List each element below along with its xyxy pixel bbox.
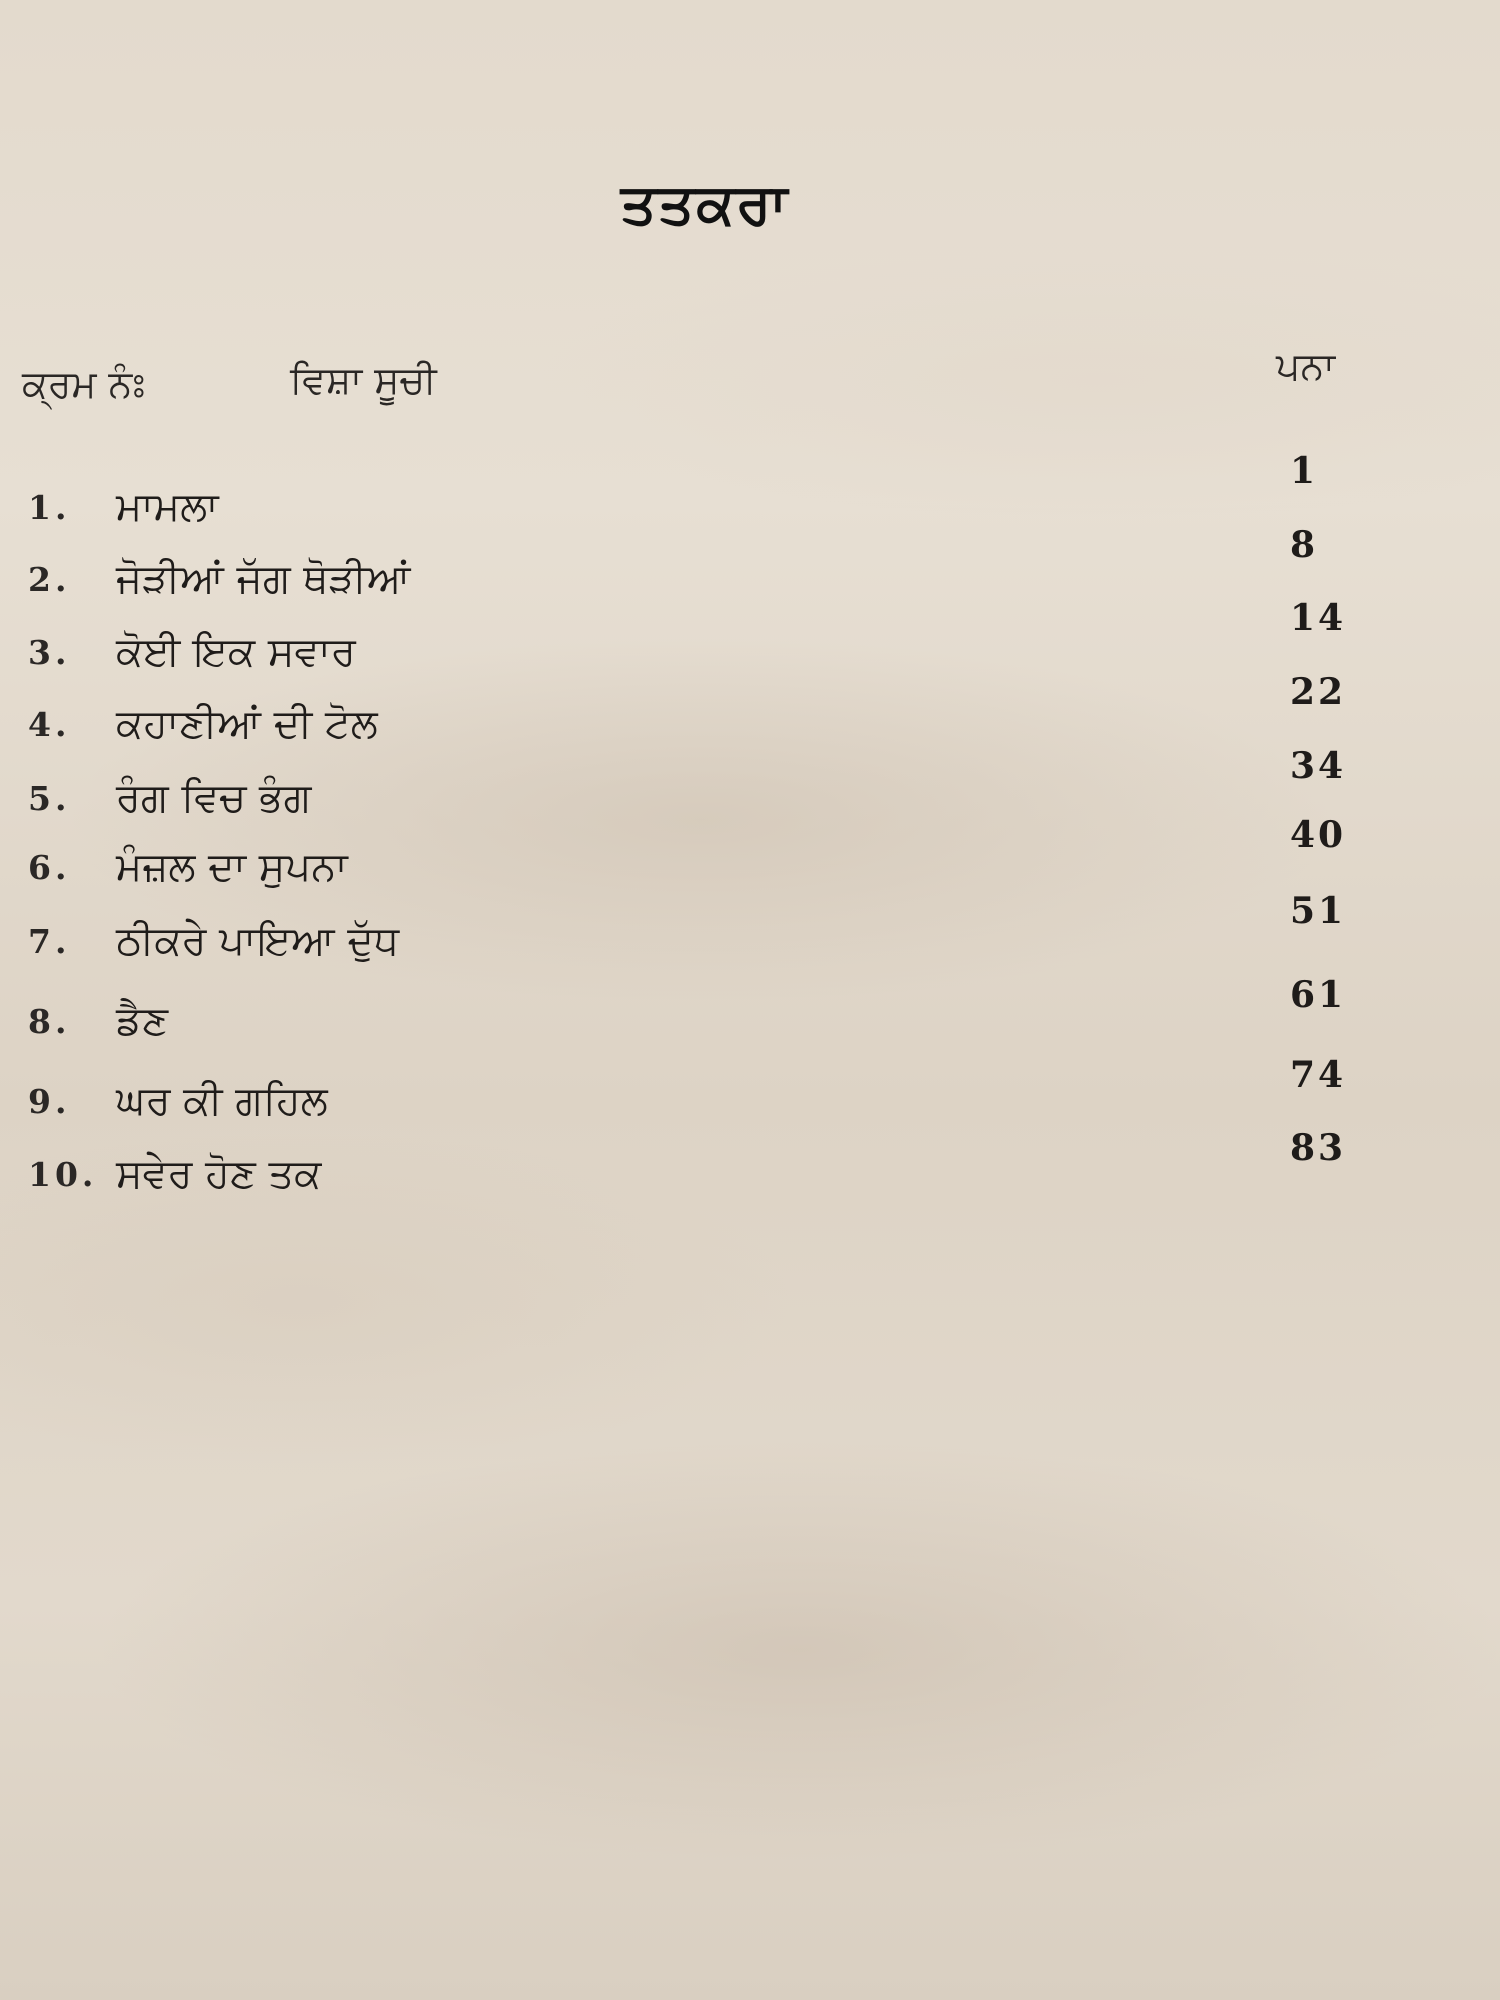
toc-entry-number: 10. (28, 1155, 98, 1194)
toc-entry-page: 61 (1290, 974, 1347, 1016)
toc-entry-page: 8 (1290, 524, 1319, 566)
subject-list-header: ਵਿਸ਼ਾ ਸੂਚੀ (290, 358, 437, 402)
toc-entry (0, 1054, 1500, 1142)
toc-entry (0, 890, 1500, 982)
toc-entry (0, 814, 1500, 908)
toc-entry-page: 1 (1290, 450, 1319, 492)
page-title: ਤਤਕਰਾ (620, 172, 790, 237)
toc-entry-number: 5. (28, 779, 71, 818)
toc-entry (0, 597, 1500, 693)
toc-entry-page: 22 (1290, 671, 1347, 713)
toc-entry (0, 745, 1500, 839)
toc-entry-title: ਸਵੇਰ ਹੋਣ ਤਕ (116, 1151, 322, 1197)
toc-entry (0, 671, 1500, 765)
toc-entry (0, 524, 1500, 620)
toc-entry-page: 14 (1290, 597, 1347, 639)
toc-entry-title: ਮੰਜ਼ਲ ਦਾ ਸੁਪਨਾ (116, 844, 348, 890)
toc-entry-title: ਠੀਕਰੇ ਪਾਇਆ ਦੁੱਧ (116, 918, 400, 964)
toc-entry-title: ਰੰਗ ਵਿਚ ਭੰਗ (116, 775, 312, 821)
serial-number-header: ਕ੍ਰਮ ਨੰਃ (22, 362, 146, 406)
toc-entry-title: ਕੋਈ ਇਕ ਸਵਾਰ (116, 629, 356, 675)
page-number-header: ਪਨਾ (1276, 344, 1336, 388)
toc-entry-page: 51 (1290, 890, 1347, 932)
toc-entry-number: 6. (28, 848, 71, 887)
toc-entry-page: 74 (1290, 1054, 1347, 1096)
toc-entry-number: 8. (28, 1002, 71, 1041)
toc-entry (0, 450, 1500, 548)
toc-entry-number: 4. (28, 705, 71, 744)
toc-entry-page: 83 (1290, 1127, 1347, 1169)
toc-entry-title: ਕਹਾਣੀਆਂ ਦੀ ਟੋਲ (116, 701, 378, 747)
toc-entry-title: ਘਰ ਕੀ ਗਹਿਲ (116, 1078, 328, 1124)
toc-entry-title: ਡੈਣ (116, 998, 169, 1044)
toc-entry-number: 3. (28, 633, 71, 672)
toc-entry-page: 40 (1290, 814, 1347, 856)
toc-entry-number: 2. (28, 560, 71, 599)
toc-entry (0, 974, 1500, 1062)
toc-entry-title: ਜੋੜੀਆਂ ਜੱਗ ਥੋੜੀਆਂ (116, 556, 411, 602)
toc-entry-number: 9. (28, 1082, 71, 1121)
toc-entry-title: ਮਾਮਲਾ (116, 484, 219, 530)
toc-entry-number: 7. (28, 922, 71, 961)
toc-entry-page: 34 (1290, 745, 1347, 787)
toc-entry-number: 1. (28, 488, 71, 527)
toc-entry (0, 1127, 1500, 1215)
